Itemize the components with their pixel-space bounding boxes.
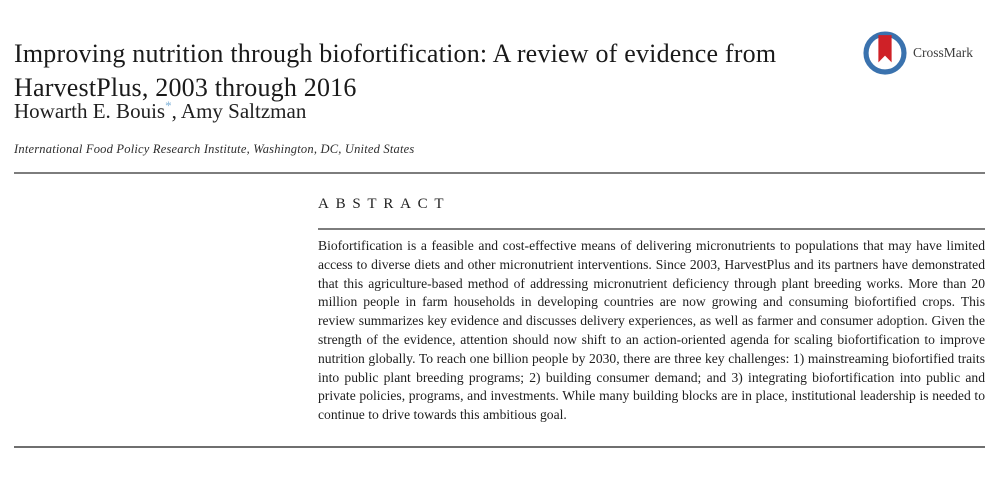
crossmark-badge[interactable] [862, 30, 973, 76]
author-name-1: Howarth E. Bouis [14, 99, 166, 123]
abstract-section [318, 196, 985, 425]
affiliation-line: International Food Policy Research Institute, Washington, DC, United States [14, 142, 415, 156]
abstract-divider [318, 228, 985, 230]
authors-line [14, 99, 306, 124]
crossmark-icon [862, 30, 908, 76]
crossmark-label: CrossMark [913, 45, 973, 60]
corresponding-author-marker[interactable]: * [165, 98, 172, 113]
author-separator: , [171, 99, 181, 123]
paper-title: Improving nutrition through biofortification: A review of evidence from HarvestPlus, 2003 through 2016 [14, 39, 777, 103]
header-divider [14, 172, 985, 174]
abstract-heading: ABSTRACT [318, 196, 451, 212]
author-name-2: Amy Saltzman [180, 99, 307, 123]
footer-divider [14, 446, 985, 448]
abstract-body-text: Biofortification is a feasible and cost-effective means of delivering micronutrients to populations that may have limited access to diverse diets and other micronutrient interventions. Since 2003, HarvestPlus and its partners have demonstrated that this agriculture-based method of addressing micronutrient deficiency through plant breeding works. More than 20 million people in farm households in developing countries are now growing and consuming biofortified crops. This review summarizes key evidence and discusses delivery experiences, as well as farmer and consumer adoption. Given the strength of the evidence, attention should now shift to an action-oriented agenda for scaling biofortification to improve nutrition globally. To reach one billion people by 2030, there are three key challenges: 1) mainstreaming biofortified traits into public plant breeding programs; 2) building consumer demand; and 3) integrating biofortification into public and private policies, programs, and investments. While many building blocks are in place, institutional leadership is needed to continue to drive towards this ambitious goal. [318, 238, 985, 423]
